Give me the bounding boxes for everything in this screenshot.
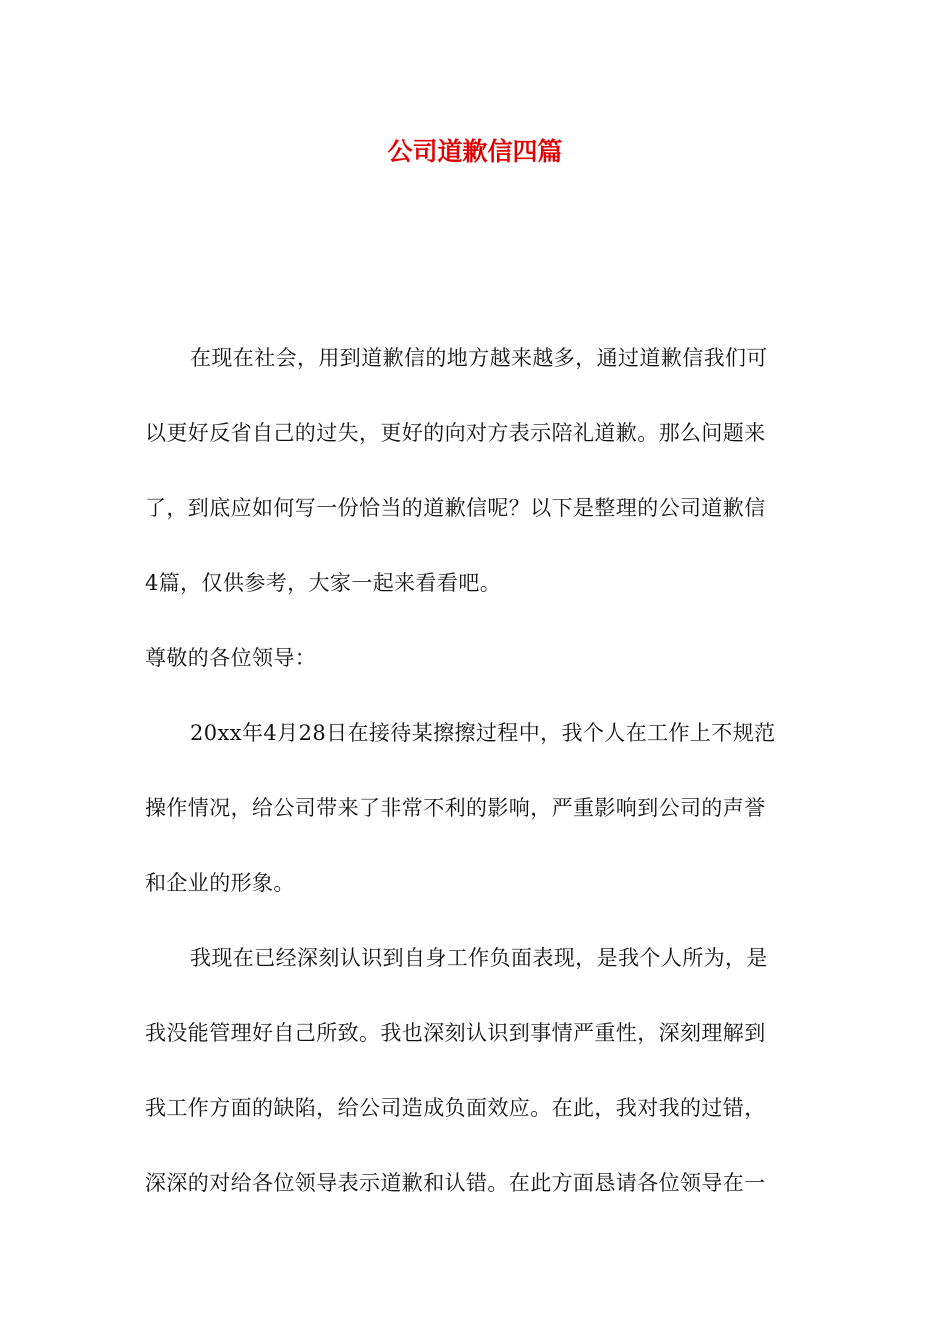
text-line: 了，到底应如何写一份恰当的道歉信呢？以下是整理的公司道歉信 (145, 496, 766, 520)
text-line: 操作情况，给公司带来了非常不利的影响，严重影响到公司的声誉 (145, 796, 766, 820)
salutation (145, 621, 807, 696)
text-line: 20xx年4月28日在接待某擦擦过程中，我个人在工作上不规范 (190, 721, 776, 745)
document-body (145, 321, 807, 1221)
text-line: 我没能管理好自己所致。我也深刻认识到事情严重性，深刻理解到 (145, 1021, 766, 1045)
text-line: 深深的对给各位领导表示道歉和认错。在此方面恳请各位领导在一 (145, 1171, 766, 1195)
intro-paragraph (145, 321, 807, 621)
text-line: 我工作方面的缺陷，给公司造成负面效应。在此，我对我的过错， (145, 1096, 766, 1120)
text-line: 以更好反省自己的过失，更好的向对方表示陪礼道歉。那么问题来 (145, 421, 766, 445)
text-line: 尊敬的各位领导： (145, 646, 317, 670)
text-line: 我现在已经深刻认识到自身工作负面表现，是我个人所为，是 (190, 946, 768, 970)
text-line: 4篇，仅供参考，大家一起来看看吧。 (145, 571, 502, 595)
apology-paragraph (145, 921, 807, 1221)
text-line: 和企业的形象。 (145, 871, 295, 895)
document-title: 公司道歉信四篇 (387, 137, 563, 166)
incident-paragraph (145, 696, 807, 921)
text-line: 在现在社会，用到道歉信的地方越来越多，通过道歉信我们可 (190, 346, 768, 370)
